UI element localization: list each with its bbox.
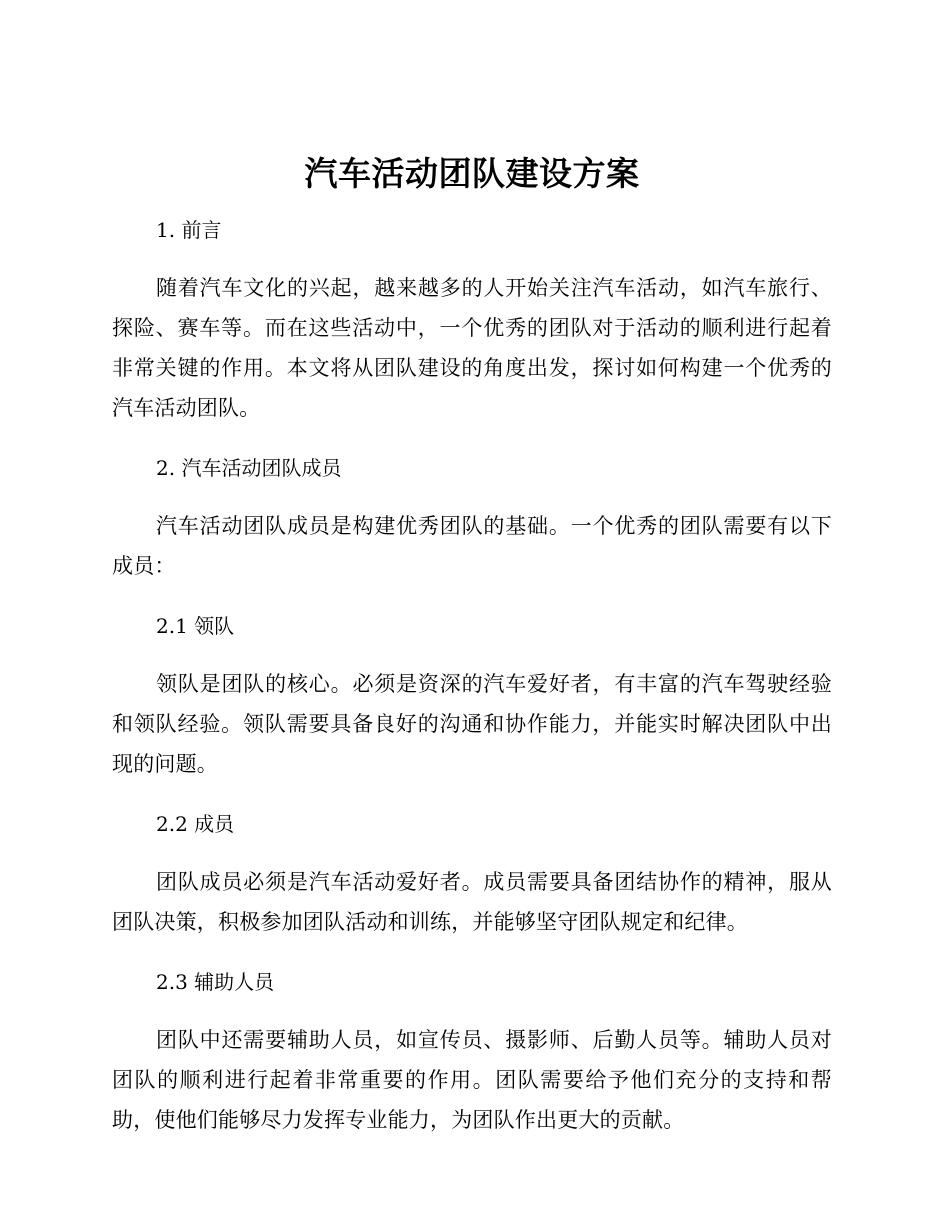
section-heading-leader: 2.1 领队 [156,614,235,638]
document-title: 汽车活动团队建设方案 [304,154,640,193]
section-heading-assistants: 2.3 辅助人员 [156,970,275,994]
paragraph-members: 汽车活动团队成员是构建优秀团队的基础。一个优秀的团队需要有以下成员： [112,514,832,578]
paragraph-leader: 领队是团队的核心。必须是资深的汽车爱好者，有丰富的汽车驾驶经验和领队经验。领队需要具备良好的沟通和协作能力，并能实时解决团队中出现的问题。 [112,672,832,776]
paragraph-preface: 随着汽车文化的兴起，越来越多的人开始关注汽车活动，如汽车旅行、探险、赛车等。而在这些活动中，一个优秀的团队对于活动的顺利进行起着非常关键的作用。本文将从团队建设的角度出发，探讨如何构建一个优秀的汽车活动团队。 [112,276,832,420]
paragraph-assistants: 团队中还需要辅助人员，如宣传员、摄影师、后勤人员等。辅助人员对团队的顺利进行起着非常重要的作用。团队需要给予他们充分的支持和帮助，使他们能够尽力发挥专业能力，为团队作出更大的贡献。 [112,1028,832,1132]
document-content [112,148,832,1160]
section-heading-members: 2. 汽车活动团队成员 [156,456,342,480]
section-heading-member: 2.2 成员 [156,812,235,836]
paragraph-member: 团队成员必须是汽车活动爱好者。成员需要具备团结协作的精神，服从团队决策，积极参加团队活动和训练，并能够坚守团队规定和纪律。 [112,870,832,934]
section-heading-preface: 1. 前言 [156,218,222,242]
